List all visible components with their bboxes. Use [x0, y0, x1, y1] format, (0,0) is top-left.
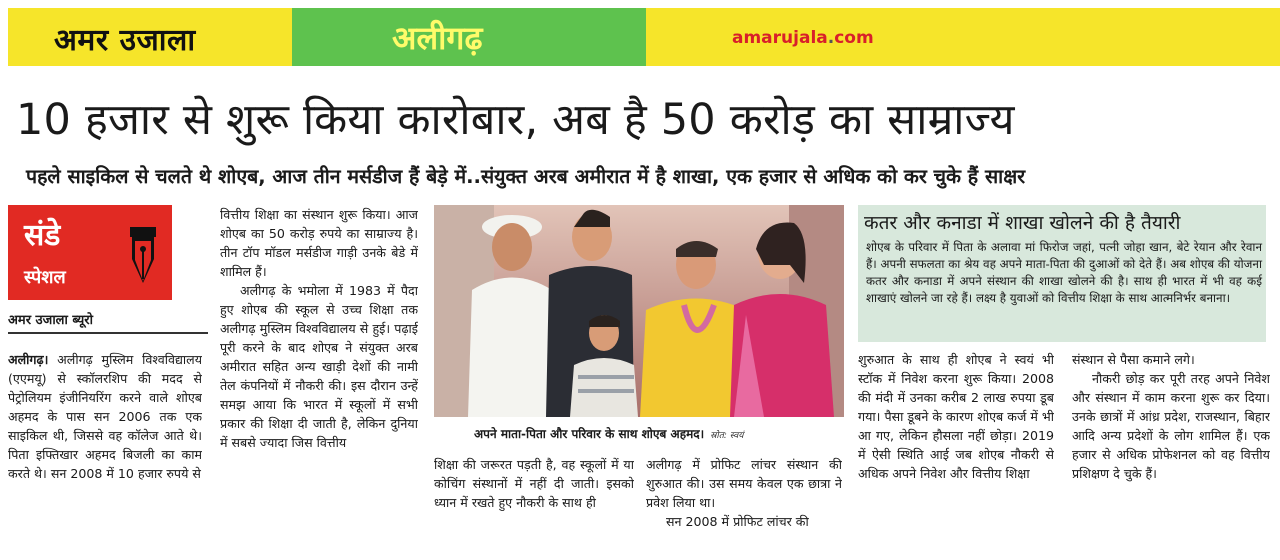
website-link[interactable] [732, 28, 874, 48]
article-column-5 [858, 350, 1054, 560]
badge-line-2: स्पेशल [24, 267, 66, 288]
column-2-paragraph-2: अलीगढ़ के भमोला में 1983 में पैदा हुए शोएब की स्कूल से उच्च शिक्षा तक अलीगढ़ मुस्लिम विश्वविद्यालय से हुई। पढ़ाई पूरी करने के बाद शोएब ने संयुक्त अरब अमीरात सहित अन्य खाड़ी देशों की नामी तेल कंपनियों में नौकरी की। इस दौरान उन्हें समझ आया कि भारत में स्कूलों में सभी प्रकार की शिक्षा दी जाती है, लेकिन दुनिया में सबसे ज्यादा जिस वित्तीय [220, 283, 418, 450]
photo-source: स्रोत: स्वयं [710, 431, 744, 441]
column-1-text: अलीगढ़ मुस्लिम विश्वविद्यालय (एएमयू) से स्कॉलरशिप की मदद से पेट्रोलियम इंजीनियरिंग करने वाले शोएब अहमद के पास सन 2006 तक एक साइकिल थी, जिससे वह कॉलेज आते थे। पिता इफ्तिखार अहमद बिजली का काम करते थे। सन 2008 में 10 हजार रुपये से [8, 352, 202, 481]
masthead [8, 8, 1280, 66]
site-name: amarujala [732, 28, 828, 48]
article-column-6 [1072, 350, 1270, 560]
box-text: शोएब के परिवार में पिता के अलावा मां फिरोज जहां, पत्नी जोहा खान, बेटे रेयान और रेवान हैं। अपनी सफलता का श्रेय वह अपने माता-पिता की दुआओं को देते हैं। अब शोएब की योजना कतर और कनाडा में अपने संस्थान की शाखा खोलने की है। साथ ही भारत में भी वह कई शाखाएं खोलने जा रहे हैं। लक्ष्य है युवाओं को वित्तीय शिक्षा के साथ आत्मनिर्भर बनाना। [866, 240, 1262, 305]
fountain-pen-icon [126, 225, 160, 285]
masthead-site-panel [646, 8, 1280, 66]
box-title: कतर और कनाडा में शाखा खोलने की है तैयारी [864, 212, 1181, 234]
edition-name: अलीगढ़ [392, 19, 483, 57]
masthead-edition-panel [292, 8, 646, 66]
sidebar-box [858, 205, 1266, 342]
photo-caption [434, 420, 844, 446]
family-photo-illustration [434, 205, 844, 417]
column-6-paragraph-1: संस्थान से पैसा कमाने लगे। [1072, 352, 1195, 367]
article-column-3 [434, 455, 634, 560]
column-3-text: शिक्षा की जरूरत पड़ती है, वह स्कूलों में या कोचिंग संस्थानों में नहीं दी जाती। इसको ध्यान में रखते हुए नौकरी के साथ ही [434, 457, 634, 510]
dateline: अलीगढ़। [8, 352, 49, 367]
masthead-brand-panel [8, 8, 292, 66]
subheadline: पहले साइकिल से चलते थे शोएब, आज तीन मर्सडीज हैं बेड़े में..संयुक्त अरब अमीरात में है शाखा, एक हजार से अधिक को कर चुके हैं साक्षर [26, 165, 1026, 188]
family-photo [434, 205, 844, 417]
byline: अमर उजाला ब्यूरो [8, 313, 93, 328]
caption-text: अपने माता-पिता और परिवार के साथ शोएब अहमद। [474, 427, 705, 441]
article-column-1 [8, 350, 202, 560]
byline-divider [8, 332, 208, 334]
badge-line-1: संडे [24, 218, 61, 253]
site-tld: com [834, 28, 874, 48]
column-5-text: शुरुआत के साथ ही शोएब ने स्वयं भी स्टॉक में निवेश करना शुरू किया। 2008 की मंदी में उनका करीब 2 लाख रुपया डूब गया। पैसा डूबने के कारण शोएब कर्ज में भी आ गए, लेकिन हौसला नहीं छोड़ा। 2019 में ऐसी स्थिति आई जब शोएब नौकरी से अधिक अपने निवेश और वित्तीय शिक्षा [858, 352, 1054, 481]
newspaper-logo: अमर उजाला [54, 23, 196, 58]
article-column-2 [220, 205, 418, 560]
column-4-paragraph-1: अलीगढ़ में प्रोफिट लांचर संस्थान की शुरुआत की। उस समय केवल एक छात्रा ने प्रवेश लिया था। [646, 457, 842, 510]
column-4-paragraph-2: सन 2008 में प्रोफिट लांचर की [666, 514, 809, 529]
article-column-4 [646, 455, 842, 560]
column-6-paragraph-2: नौकरी छोड़ कर पूरी तरह अपने निवेश और संस्थान में काम करना शुरू कर दिया। उनके छात्रों में आंध्र प्रदेश, राजस्थान, बिहार आदि अन्य प्रदेशों के लोग शामिल हैं। एक हजार से अधिक प्रोफेशनल को वह वित्तीय प्रशिक्षण दे चुके हैं। [1072, 371, 1270, 481]
column-2-paragraph-1: वित्तीय शिक्षा का संस्थान शुरू किया। आज शोएब का 50 करोड़ रुपये का साम्राज्य है। तीन टॉप मॉडल मर्सडीज गाड़ी उनके बेडे में शामिल हैं। [220, 207, 418, 279]
sunday-special-badge [8, 205, 172, 300]
headline: 10 हजार से शुरू किया कारोबार, अब है 50 करोड़ का साम्राज्य [16, 95, 1015, 145]
site-dot: . [827, 28, 835, 48]
